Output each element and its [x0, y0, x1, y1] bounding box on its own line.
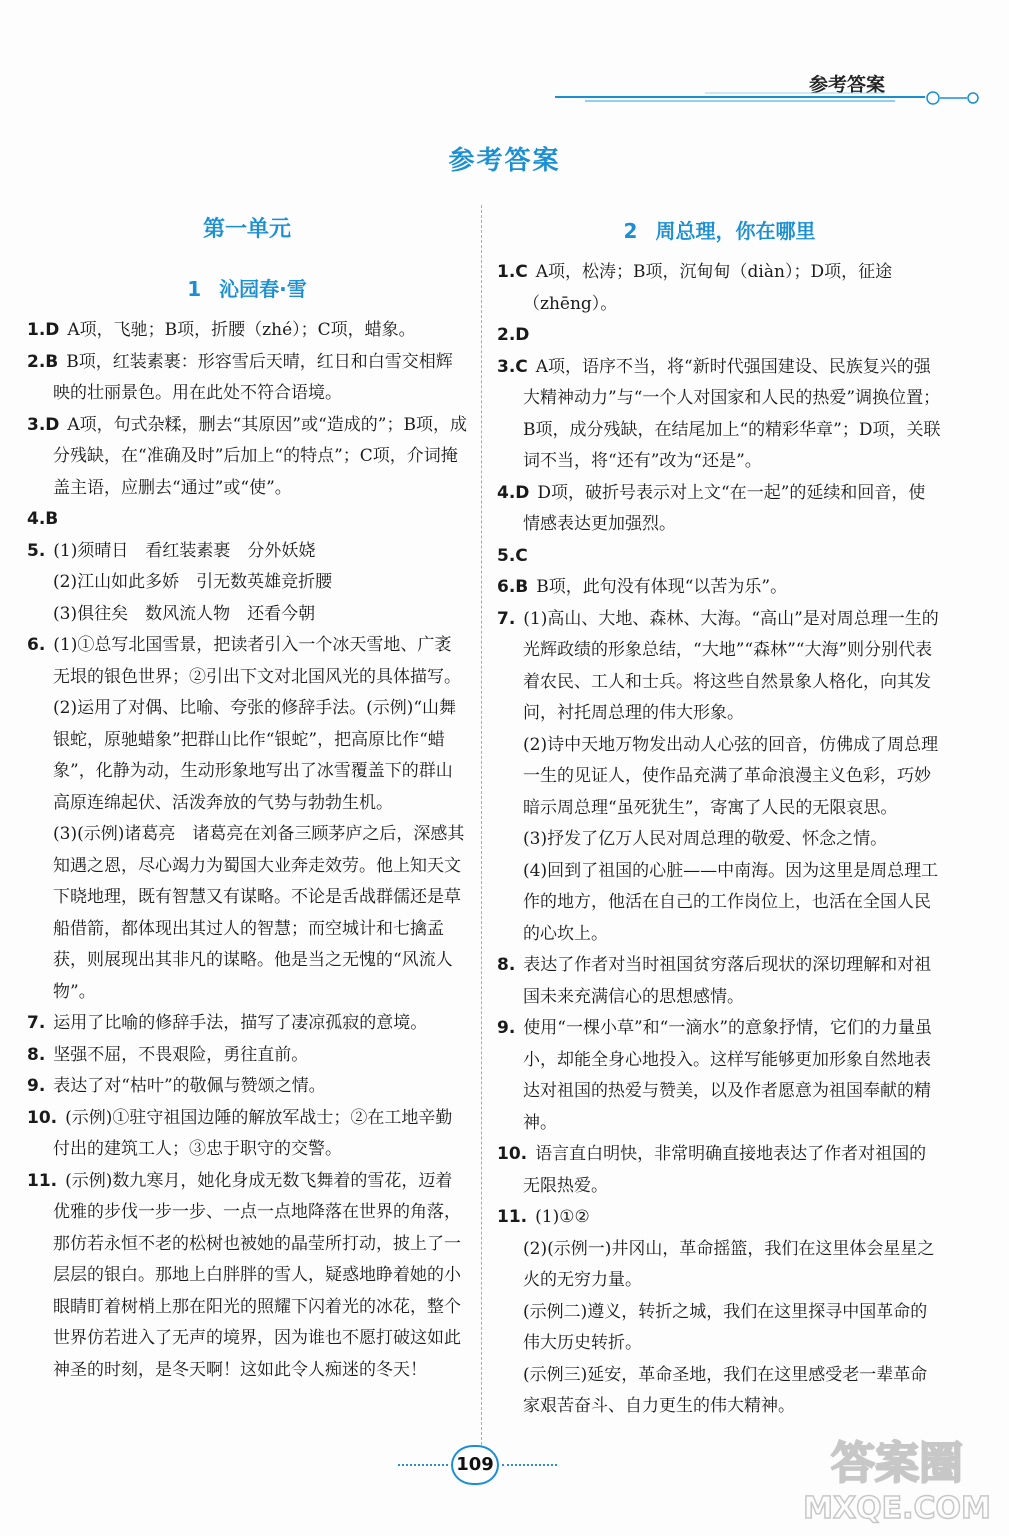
unit-title: 第一单元: [202, 217, 291, 242]
answer-text: 表达了作者对当时祖国贫穷落后现状的深切理解和对祖国未来充满信心的思想感情。: [523, 955, 932, 1007]
left-column: [27, 205, 467, 1386]
lesson-number: 2: [623, 219, 638, 243]
answer-text: B项，此句没有体现“以苦为乐”。: [536, 577, 788, 597]
answer-item: [27, 1040, 467, 1072]
answer-text: (3)(示例)诸葛亮 诸葛亮在刘备三顾茅庐之后，深感其知遇之恩，尽心竭力为蜀国大业奔走效劳。他上知天文下晓地理，既有智慧又有谋略。不论是舌战群儒还是草船借箭，都体现出其过人的智慧；而空城计和七擒孟获，则展现出其非凡的谋略。他是当之无愧的“风流人物”。: [53, 824, 465, 1002]
answer-list-right: [497, 257, 942, 1423]
answer-item: [497, 541, 942, 573]
answer-text: 运用了比喻的修辞手法，描写了凄凉孤寂的意境。: [53, 1013, 428, 1033]
answer-subpart: [27, 567, 467, 599]
answer-number: 10.: [27, 1107, 58, 1128]
answer-text: (1)须晴日 看红装素裹 分外妖娆: [53, 540, 316, 561]
right-column: [497, 205, 942, 1423]
header-decoration: [555, 88, 985, 108]
lesson-name: 沁园春·雪: [219, 277, 307, 301]
answer-text: 表达了对“枯叶”的敬佩与赞颂之情。: [53, 1076, 326, 1096]
answer-subpart: [497, 1297, 942, 1360]
answer-number: 6.: [27, 635, 46, 655]
answer-item: [497, 1202, 942, 1234]
answer-text: 坚强不屈，不畏艰险，勇往直前。: [53, 1044, 309, 1065]
answer-item: [497, 352, 942, 478]
answer-number: 2.D: [497, 325, 530, 345]
answer-text: B项，红装素裹：形容雪后天晴，红日和白雪交相辉映的壮丽景色。用在此处不符合语境。: [53, 351, 453, 403]
answer-text: (示例三)延安，革命圣地，我们在这里感受老一辈革命家艰苦奋斗、自力更生的伟大精神。: [523, 1364, 928, 1416]
answer-text: (2)(示例一)井冈山，革命摇篮，我们在这里体会星星之火的无穷力量。: [523, 1238, 935, 1290]
answer-item: [27, 315, 467, 347]
answer-item: [497, 320, 942, 352]
answer-text: 使用“一棵小草”和“一滴水”的意象抒情，它们的力量虽小，却能全身心地投入。这样写能够更加形象自然地表达对祖国的热爱与赞美，以及作者愿意为祖国奉献的精神。: [523, 1018, 933, 1133]
header-label: 参考答案: [808, 74, 885, 96]
watermark-logo: [797, 1426, 997, 1526]
answer-item: [497, 950, 942, 1013]
answer-text: 语言直白明快，非常明确直接地表达了作者对祖国的无限热爱。: [523, 1144, 927, 1196]
answer-text: (示例)数九寒月，她化身成无数飞舞着的雪花，迈着优雅的步伐一步一步、一点一点地降落在世界的角落，那仿若永恒不老的松树也被她的晶莹所打动，披上了一层层的银白。那地上白胖胖的雪人，疑惑地睁着她的小眼睛盯着树梢上那在阳光的照耀下闪着光的冰花，整个世界仿若进入了无声的境界，因为谁也不愿打破这如此神圣的时刻，是冬天啊！这如此令人痴迷的冬天！: [53, 1170, 461, 1380]
answer-text: (2)运用了对偶、比喻、夸张的修辞手法。(示例)“山舞银蛇，原驰蜡象”把群山比作“银蛇”，把高原比作“蜡象”，化静为动，生动形象地写出了冰雪覆盖下的群山高原连绵起伏、活泼奔放的气势与勃勃生机。: [53, 698, 457, 813]
answer-number: 3.C: [497, 356, 528, 377]
lesson-name: 周总理，你在哪里: [655, 219, 816, 243]
watermark-bottom: MXQE.COM: [803, 1491, 991, 1526]
answer-number: 4.B: [27, 509, 59, 529]
answer-item: [27, 1166, 467, 1387]
answer-text: (1)①总写北国雪景，把读者引入一个冰天雪地、广袤无垠的银色世界；②引出下文对北国风光的具体描写。: [53, 635, 461, 687]
column-divider: [481, 205, 482, 1445]
answer-text: A项，松涛；B项，沉甸甸（diàn）；D项，征途（zhēng）。: [523, 262, 893, 314]
footer-line-right: [502, 1464, 557, 1466]
lesson-title: [27, 263, 467, 315]
answer-number: 2.B: [27, 351, 59, 372]
answer-item: [497, 572, 942, 604]
lesson-title: [497, 205, 942, 257]
answer-item: [27, 536, 467, 568]
answer-number: 8.: [497, 955, 516, 975]
answer-text: (3)俱往矣 数风流人物 还看今朝: [53, 603, 316, 624]
answer-number: 3.D: [27, 414, 60, 435]
answer-number: 11.: [497, 1207, 528, 1227]
answer-number: 7.: [27, 1013, 46, 1033]
answer-subpart: [497, 856, 942, 951]
answer-text: (1)①②: [535, 1207, 590, 1227]
answer-item: [27, 504, 467, 536]
answer-item: [497, 478, 942, 541]
answer-text: D项，破折号表示对上文“在一起”的延续和回音，使情感表达更加强烈。: [523, 482, 926, 534]
answer-subpart: [27, 819, 467, 1008]
answer-text: (3)抒发了亿万人民对周总理的敬爱、怀念之情。: [523, 829, 888, 849]
lesson-number: 1: [187, 277, 202, 301]
answer-text: (1)高山、大地、森林、大海。“高山”是对周总理一生的光辉政绩的形象总结，“大地”“森林”“大海”则分别代表着农民、工人和士兵。将这些自然景象人格化，向其发问，衬托周总理的伟大形象。: [523, 608, 939, 723]
answer-number: 9.: [497, 1018, 516, 1038]
answer-item: [27, 1103, 467, 1166]
answer-text: (4)回到了祖国的心脏——中南海。因为这里是周总理工作的地方，他活在自己的工作岗位上，也活在全国人民的心坎上。: [523, 860, 939, 944]
answer-number: 4.D: [497, 482, 530, 503]
page-number: 109: [451, 1445, 499, 1485]
answer-text: A项，句式杂糅，删去“其原因”或“造成的”；B项，成分残缺，在“准确及时”后加上“的特点”；C项，介词掩盖主语，应删去“通过”或“使”。: [53, 414, 467, 498]
footer-line-left: [398, 1464, 448, 1466]
answer-subpart: [497, 1360, 942, 1423]
answer-text: (2)江山如此多娇 引无数英雄竞折腰: [53, 572, 333, 592]
answer-number: 5.C: [497, 545, 528, 566]
watermark-top: 答案圈: [831, 1438, 963, 1489]
answer-subpart: [27, 599, 467, 631]
answer-subpart: [497, 730, 942, 825]
answer-number: 6.B: [497, 577, 529, 597]
answer-subpart: [497, 1234, 942, 1297]
answer-text: (2)诗中天地万物发出动人心弦的回音，仿佛成了周总理一生的见证人，使作品充满了革命浪漫主义色彩，巧妙暗示周总理“虽死犹生”，寄寓了人民的无限哀思。: [523, 734, 939, 818]
answer-text: (示例二)遵义，转折之城，我们在这里探寻中国革命的伟大历史转折。: [523, 1301, 928, 1353]
answer-number: 5.: [27, 540, 46, 561]
answer-number: 11.: [27, 1170, 58, 1191]
answer-item: [27, 410, 467, 505]
answer-item: [27, 1071, 467, 1103]
answer-number: 1.C: [497, 262, 528, 282]
answer-number: 9.: [27, 1076, 46, 1096]
answer-item: [27, 347, 467, 410]
answer-text: A项，飞驰；B项，折腰（zhé）；C项，蜡象。: [67, 320, 416, 340]
answer-item: [27, 1008, 467, 1040]
answer-item: [497, 1139, 942, 1202]
answer-text: (示例)①驻守祖国边陲的解放军战士；②在工地辛勤付出的建筑工人；③忠于职守的交警。: [53, 1107, 453, 1159]
page-title: 参考答案: [448, 146, 561, 176]
answer-list-left: [27, 315, 467, 1386]
answer-subpart: [497, 824, 942, 856]
answer-subpart: [27, 693, 467, 819]
answer-item: [497, 257, 942, 320]
answer-number: 7.: [497, 608, 516, 629]
answer-item: [27, 630, 467, 693]
answer-text: A项，语序不当，将“新时代强国建设、民族复兴的强大精神动力”与“一个人对国家和人民的热爱”调换位置；B项，成分残缺，在结尾加上“的精彩华章”；D项，关联词不当，将“还有”改为“还是”。: [523, 356, 941, 471]
answer-number: 1.D: [27, 320, 60, 340]
answer-item: [497, 1013, 942, 1139]
answer-number: 8.: [27, 1044, 46, 1065]
answer-item: [497, 604, 942, 730]
answer-number: 10.: [497, 1144, 528, 1164]
